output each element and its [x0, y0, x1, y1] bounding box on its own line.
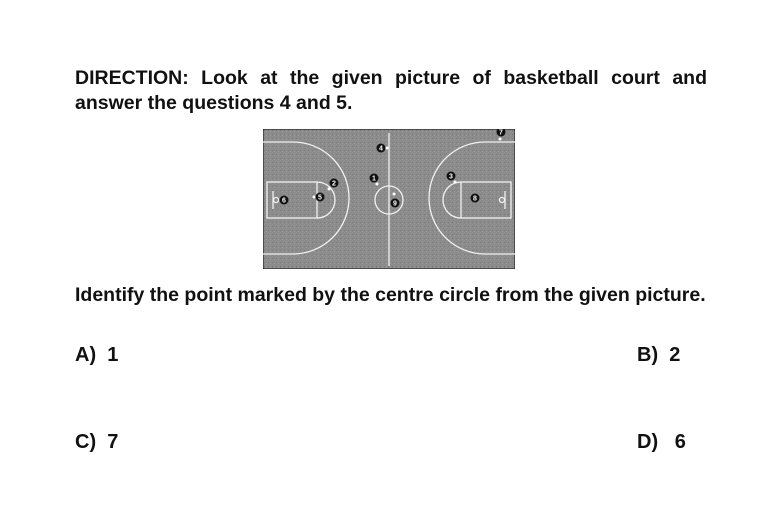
svg-text:7: 7	[499, 129, 503, 137]
option-c[interactable]: C) 7	[75, 431, 119, 453]
svg-text:1: 1	[372, 175, 376, 183]
point-marker-8	[471, 194, 480, 203]
point-marker-1	[370, 174, 379, 183]
svg-text:6: 6	[282, 197, 286, 205]
question-text: Identify the point marked by the centre circle from the given picture.	[75, 284, 706, 306]
svg-text:5: 5	[318, 194, 322, 202]
point-marker-3	[447, 172, 456, 181]
option-d[interactable]: D) 6	[637, 431, 686, 453]
option-b[interactable]: B) 2	[637, 344, 681, 366]
basketball-court-figure	[263, 129, 515, 269]
point-marker-2	[330, 179, 339, 188]
point-marker-9	[391, 199, 400, 208]
svg-text:8: 8	[473, 195, 477, 203]
point-marker-4	[377, 144, 386, 153]
point-marker-6	[280, 196, 289, 205]
svg-text:9: 9	[393, 200, 397, 208]
court-diagram	[263, 129, 515, 269]
svg-text:3: 3	[449, 173, 453, 181]
direction-text: DIRECTION: Look at the given picture of basketball court and answer the questions 4 and 5.	[75, 67, 707, 114]
svg-text:2: 2	[332, 180, 336, 188]
option-a[interactable]: A) 1	[75, 344, 119, 366]
point-marker-5	[316, 193, 325, 202]
svg-text:4: 4	[379, 145, 383, 153]
